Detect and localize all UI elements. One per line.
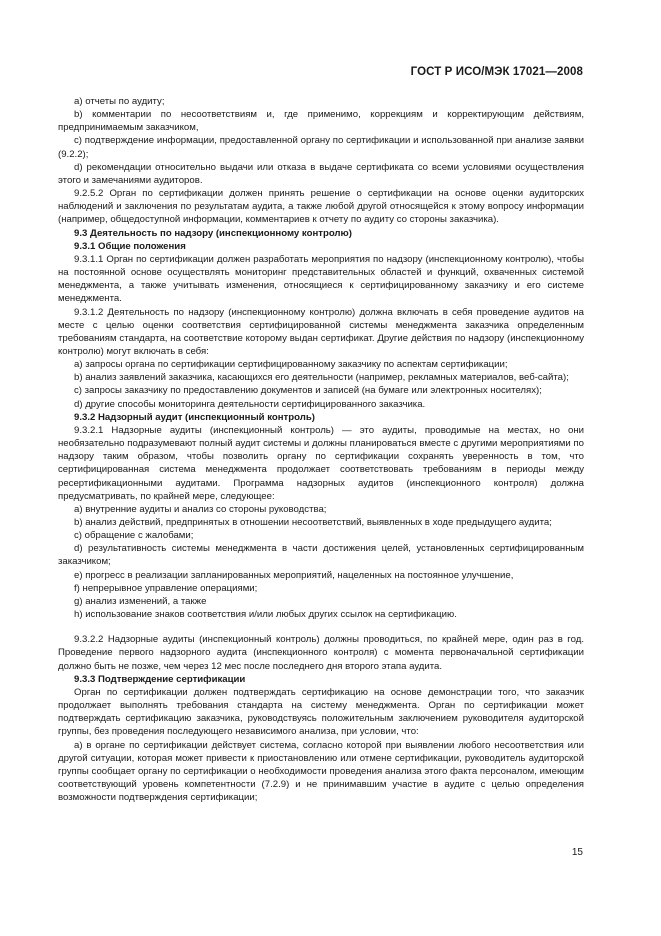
document-header: ГОСТ Р ИСО/МЭК 17021—2008 bbox=[410, 66, 583, 78]
section-heading: 9.3.3 Подтверждение сертификации bbox=[74, 673, 246, 685]
paragraph: h) использование знаков соответствия и/или любых других ссылок на сертификацию. bbox=[74, 609, 457, 621]
paragraph: b) комментарии по несоответствиям и, где применимо, коррекциям и корректирующим действиям, предпринимаемым заказчиком, bbox=[58, 109, 584, 134]
paragraph: d) рекомендации относительно выдачи или отказа в выдаче сертификата со всеми условиями осуществления этого и замечаниями аудиторов. bbox=[58, 161, 584, 186]
spacer bbox=[58, 621, 584, 633]
paragraph: с) запросы заказчику по предоставлению документов и записей (на бумаге или электронных носителях); bbox=[74, 385, 542, 397]
section-heading: 9.3 Деятельность по надзору (инспекционному контролю) bbox=[74, 227, 352, 239]
section-heading: 9.3.2 Надзорный аудит (инспекционный контроль) bbox=[74, 411, 315, 423]
paragraph: b) анализ заявлений заказчика, касающихся его деятельности (например, рекламных материалов, веб-сайта); bbox=[74, 372, 569, 384]
paragraph: d) другие способы мониторинга деятельности сертифицированного заказчика. bbox=[74, 398, 426, 410]
paragraph: а) в органе по сертификации действует система, согласно которой при выявлении любого несоответствия или другой ситуации, которая может привести к приостановлению или отмене сертификации, руководитель аудиторской группы сообщает органу по сертификации о необходимости проведения анализа этого факта персоналом, имеющим соответствующий уровень компетентности (7.2.9) и не принимавшим участие в аудите с целью определения возможности подтверждения сертификации; bbox=[58, 739, 584, 804]
paragraph: 9.3.2.1 Надзорные аудиты (инспекционный контроль) — это аудиты, проводимые на местах, но они необязательно подразумевают полный аудит системы и должны планироваться вместе с другими мероприятиями по надзору таким образом, чтобы позволить органу по сертификации сохранять уверенность в том, что сертифицированная система менеджмента продолжает соответствовать требованиям в периоды между ресертификационными аудитами. Программа надзорных аудитов (инспекционного контроля) должна предусматривать, по крайней мере, следующее: bbox=[58, 424, 584, 502]
paragraph: с) подтверждение информации, предоставленной органу по сертификации и использованной при анализе заявки (9.2.2); bbox=[58, 135, 584, 160]
paragraph: g) анализ изменений, а также bbox=[74, 595, 207, 607]
paragraph: b) анализ действий, предпринятых в отношении несоответствий, выявленных в ходе предыдущего аудита; bbox=[74, 517, 552, 528]
document-body bbox=[58, 95, 584, 804]
paragraph: 9.2.5.2 Орган по сертификации должен принять решение о сертификации на основе оценки аудиторских наблюдений и заключения по результатам аудита, а также любой другой относящейся к этому вопросу информации (например, общедоступной информации, комментариев к отчету по аудиту со стороны заказчика). bbox=[58, 188, 584, 226]
paragraph: 9.3.1.1 Орган по сертификации должен разработать мероприятия по надзору (инспекционному контролю), чтобы на постоянной основе осуществлять мониторинг представительных областей и функций, охваченных системой менеджмента, а также учитывать изменения, относящиеся к сертифицированному заказчику и его системе менеджмента. bbox=[58, 253, 584, 305]
paragraph: 9.3.1.2 Деятельность по надзору (инспекционному контролю) должна включать в себя проведение аудитов на месте с целью оценки соответствия сертифицированной системы менеджмента заказчика определенным требованиям стандарта, на соответствие которому выдан сертификат. Другие действия по надзору (инспекционному контролю) могут включать в себя: bbox=[58, 306, 584, 357]
paragraph: с) обращение с жалобами; bbox=[74, 530, 194, 542]
page-number: 15 bbox=[571, 847, 583, 858]
paragraph: 9.3.2.2 Надзорные аудиты (инспекционный контроль) должны проводиться, по крайней мере, один раз в год. Проведение первого надзорного аудита (инспекционного контроля) с момента первоначальной сертификации должно быть не позже, чем через 12 мес после последнего дня второго этапа аудита. bbox=[58, 634, 584, 672]
paragraph: Орган по сертификации должен подтверждать сертификацию на основе демонстрации того, что заказчик продолжает выполнять требования стандарта на систему менеджмента. Орган по сертификации может подтверждать сертификацию заказчика, руководствуясь положительным заключением руководителя аудиторской группы, без проведения последующего независимого анализа, при условии, что: bbox=[58, 686, 584, 738]
paragraph: d) результативность системы менеджмента в части достижения целей, установленных сертифицированным заказчиком; bbox=[58, 543, 584, 568]
paragraph: а) запросы органа по сертификации сертифицированному заказчику по аспектам сертификации; bbox=[74, 359, 508, 371]
paragraph: f) непрерывное управление операциями; bbox=[74, 582, 258, 594]
section-heading: 9.3.1 Общие положения bbox=[74, 240, 186, 252]
paragraph: а) внутренние аудиты и анализ со стороны руководства; bbox=[74, 503, 327, 515]
paragraph: е) прогресс в реализации запланированных мероприятий, нацеленных на постоянное улучшение, bbox=[74, 569, 514, 581]
paragraph: а) отчеты по аудиту; bbox=[74, 96, 165, 107]
